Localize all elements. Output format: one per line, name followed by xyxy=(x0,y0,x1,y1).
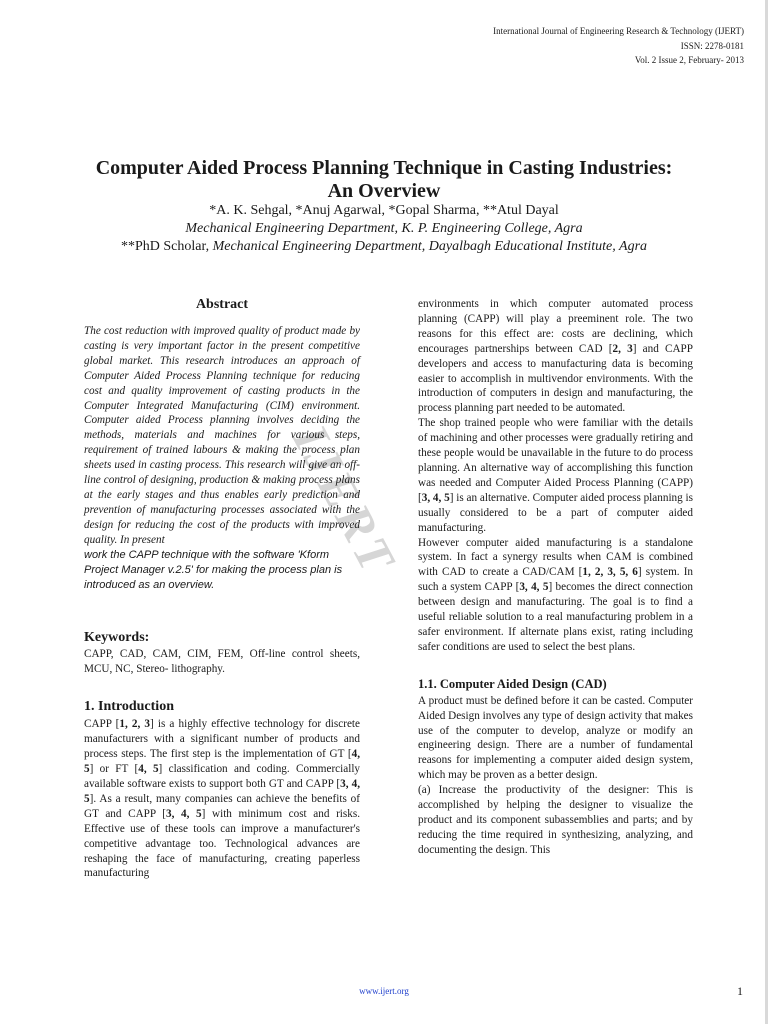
right-column xyxy=(418,297,693,858)
introduction-heading: 1. Introduction xyxy=(84,699,174,715)
left-column xyxy=(84,297,360,881)
abstract-text: The cost reduction with improved quality of product made by casting is very important factor in the present competitive global market. This research introduces an approach of Computer Aided Process Planning technique for reducing cost and quality improvement of casting products in the Computer Integrated Manufacturing (CIM) environment. Computer aided Process planning involves deciding the methods, materials and machines for various steps, requirement of trained labours & making the process plan sheets used in casting process. This research will give an off-line control of designing, production & making process plans at the early stages and thus enables early prediction and prevention of manufacturing processes associated with the design for reducing the cost of the products with improved quality. In present xyxy=(84,325,360,546)
cad-paragraph-2: (a) Increase the productivity of the designer: This is accomplished by helping the designer to visualize the product and its component subassemblies and parts; and by reducing the time required in synthesizing, analyzing, and documenting the design. This xyxy=(418,784,693,856)
introduction-text: CAPP [1, 2, 3] is a highly effective technology for discrete manufacturers with a significant number of products and process steps. The first step is the implementation of GT [4, 5] or FT [4, 5] classification and coding. Commercially available software exists to support both GT and CAPP [3, 4, 5]. As a result, many companies can achieve the benefits of GT and CAPP [3, 4, 5] with minimum cost and risks. Effective use of these tools can improve a manufacturer's competitive advantage too. Technological advances are reshaping the face of manufacturing, creating paperless manufacturing xyxy=(84,718,361,880)
affiliation-prefix: **PhD Scholar, xyxy=(120,239,213,254)
citation-ref: 3, 4, 5 xyxy=(84,778,360,805)
footer-website-link[interactable]: www.ijert.org xyxy=(359,986,409,996)
paragraph-standalone: However computer aided manufacturing is a standalone system. In fact a synergy results when CAM is combined with CAD to create a CAD/CAM [1, 2, 3, 5, 6] system. In such a system CAPP [3, 4, 5] becomes the direct connection between design and manufacturing. The goal is to find a useful reliable solution to a real manufacturing problem in a safer environment. If alternate plans exist, rating including safer conditions are used to select the best plans. xyxy=(418,536,694,653)
ijert-watermark: IJERT xyxy=(282,415,408,585)
affiliation-2-text: Mechanical Engineering Department, Dayalbagh Educational Institute, Agra xyxy=(212,239,648,254)
page-number: 1 xyxy=(737,984,743,998)
paragraph-shop-trained: The shop trained people who were familiar with the details of machining and other processes were gradually retiring and these people would be unavailable in the future to do process planning. An alternative way of accomplishing this function was needed and Computer Aided Process Planning (CAPP) [3, 4, 5] is an alternative. Computer aided process planning is usually considered to be a part of computer aided manufacturing. xyxy=(418,417,694,534)
abstract-text-continued: work the CAPP technique with the software 'Kform Project Manager v.2.5' for making the process plan is introduced as an overview. xyxy=(84,548,343,591)
citation-ref: 3, 4, 5 xyxy=(166,807,202,820)
citation-ref: 1, 2, 3, 5, 6 xyxy=(582,566,638,579)
citation-ref: 2, 3 xyxy=(612,342,633,355)
cad-section-heading: 1.1. Computer Aided Design (CAD) xyxy=(418,676,607,691)
citation-ref: 1, 2, 3 xyxy=(119,718,151,731)
citation-ref: 4, 5 xyxy=(138,763,159,776)
journal-header xyxy=(344,24,744,68)
author-affiliation-1: Mechanical Engineering Department, K. P. Engineering College, Agra xyxy=(185,221,583,236)
keywords-text: CAPP, CAD, CAM, CIM, FEM, Off-line control sheets, MCU, NC, Stereo- lithography. xyxy=(84,647,360,675)
keywords-heading: Keywords: xyxy=(84,629,150,645)
journal-name: International Journal of Engineering Research & Technology (IJERT) xyxy=(493,26,744,36)
paper-title-line-2: An Overview xyxy=(327,180,441,202)
abstract-heading: Abstract xyxy=(195,297,249,312)
citation-ref: 3, 4, 5 xyxy=(421,491,450,504)
journal-volume: Vol. 2 Issue 2, February- 2013 xyxy=(634,55,744,65)
citation-ref: 4, 5 xyxy=(84,748,360,776)
journal-issn: ISSN: 2278-0181 xyxy=(680,40,744,51)
cad-paragraph-1: A product must be defined before it can be casted. Computer Aided Design involves any type of design activity that makes use of the computer to develop, analyze or modify an engineering design. There are a number of fundamental reasons for implementing a computer aided design system, which may be proven as a better design. xyxy=(418,694,693,782)
author-names: *A. K. Sehgal, *Anuj Agarwal, *Gopal Sharma, **Atul Dayal xyxy=(209,203,559,218)
author-affiliation-2 xyxy=(0,238,768,256)
paragraph-environments: environments in which computer automated process planning (CAPP) will play a preeminent role. The two reasons for this effect are: costs are declining, which encourages partnerships between CAD [2, 3] and CAPP developers and access to manufacturing data is becoming easier to accomplish in multivendor environments. With the introduction of computers in design and manufacturing, the process planning part needed to be automated. xyxy=(418,298,693,415)
paper-title-line-1: Computer Aided Process Planning Technique in Casting Industries: xyxy=(95,157,673,179)
citation-ref: 3, 4, 5 xyxy=(519,581,549,594)
